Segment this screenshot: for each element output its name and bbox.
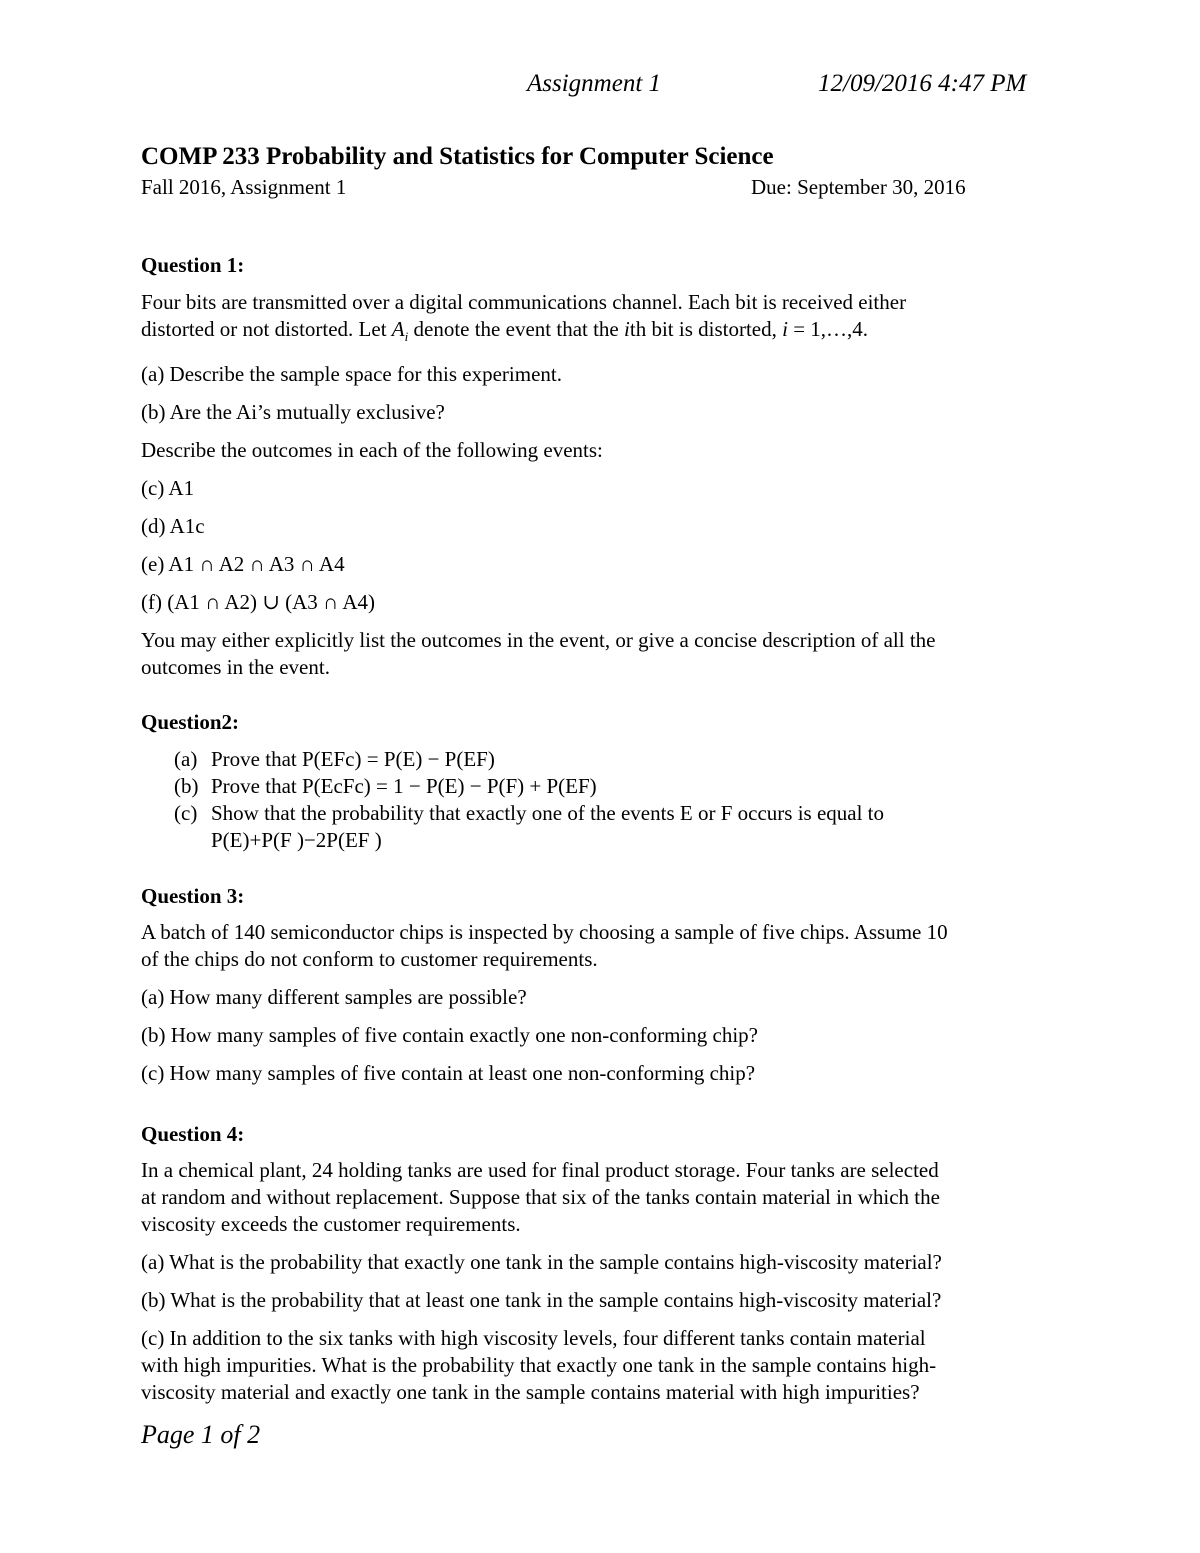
question-2 (141, 710, 1061, 854)
question-2-part-b: (b) Prove that P(EcFc) = 1 − P(E) − P(F) + P(EF) (174, 774, 597, 798)
due-date: Due: September 30, 2016 (751, 175, 966, 199)
question-1-part-f: (f) (A1 ∩ A2) ∪ (A3 ∩ A4) (141, 590, 375, 615)
question-3-intro-line-2: of the chips do not conform to customer requirements. (141, 947, 598, 971)
question-1-describe: Describe the outcomes in each of the following events: (141, 438, 603, 463)
header-title: Assignment 1 (527, 70, 662, 97)
question-3-part-c: (c) How many samples of five contain at least one non-conforming chip? (141, 1061, 756, 1085)
question-1-part-a: (a) Describe the sample space for this experiment. (141, 362, 562, 387)
question-4-part-c-line-2: with high impurities. What is the probability that exactly one tank in the sample contains high- (141, 1353, 937, 1377)
question-4-part-a: (a) What is the probability that exactly one tank in the sample contains high-viscosity material? (141, 1250, 942, 1274)
header-datetime: 12/09/2016 4:47 PM (818, 70, 1027, 97)
question-4-part-b: (b) What is the probability that at least one tank in the sample contains high-viscosity material? (141, 1288, 942, 1312)
page-number: Page 1 of 2 (141, 1420, 261, 1449)
question-3-intro-line-1: A batch of 140 semiconductor chips is inspected by choosing a sample of five chips. Assume 10 (141, 920, 948, 944)
question-4-intro-line-3: viscosity exceeds the customer requirements. (141, 1212, 521, 1236)
question-1-part-e: (e) A1 ∩ A2 ∩ A3 ∩ A4 (141, 552, 345, 577)
question-3 (141, 884, 1061, 1087)
question-1-part-d: (d) A1c (141, 514, 205, 539)
question-3-heading: Question 3: (141, 884, 245, 908)
question-1-part-c: (c) A1 (141, 476, 195, 501)
question-4 (141, 1122, 1061, 1406)
question-3-part-a: (a) How many different samples are possible? (141, 985, 527, 1009)
question-2-part-a: (a) Prove that P(EFc) = P(E) − P(EF) (174, 747, 495, 771)
question-4-intro-line-2: at random and without replacement. Suppose that six of the tanks contain material in which the (141, 1185, 940, 1209)
course-title: COMP 233 Probability and Statistics for Computer Science (141, 143, 774, 170)
question-2-list (141, 746, 1061, 854)
question-2-heading: Question2: (141, 710, 240, 734)
question-4-part-c-line-3: viscosity material and exactly one tank in the sample contains material with high impurities? (141, 1380, 920, 1404)
question-4-intro-line-1: In a chemical plant, 24 holding tanks are used for final product storage. Four tanks are selected (141, 1158, 939, 1182)
question-1-note-line-2: outcomes in the event. (141, 655, 330, 680)
question-1-heading: Question 1: (141, 253, 245, 277)
question-1-note-line-1: You may either explicitly list the outcomes in the event, or give a concise description of all the (141, 628, 936, 653)
question-1-intro-line-2: distorted or not distorted. Let $A_i$ denote the event that the ith bit is distorted, i = 1,…,4. (141, 317, 869, 345)
question-1-intro-line-1: Four bits are transmitted over a digital communications channel. Each bit is received either (141, 290, 907, 314)
question-4-heading: Question 4: (141, 1122, 245, 1146)
course-term: Fall 2016, Assignment 1 (141, 175, 347, 199)
question-4-part-c-line-1: (c) In addition to the six tanks with high viscosity levels, four different tanks contain material (141, 1326, 926, 1350)
question-3-part-b: (b) How many samples of five contain exactly one non-conforming chip? (141, 1023, 758, 1047)
question-1-part-b: (b) Are the Ai’s mutually exclusive? (141, 400, 445, 425)
question-2-part-c: (c) Show that the probability that exactly one of the events E or F occurs is equal to P(E)+P(F )−2P(EF ) (174, 801, 885, 852)
question-1 (141, 253, 1061, 681)
